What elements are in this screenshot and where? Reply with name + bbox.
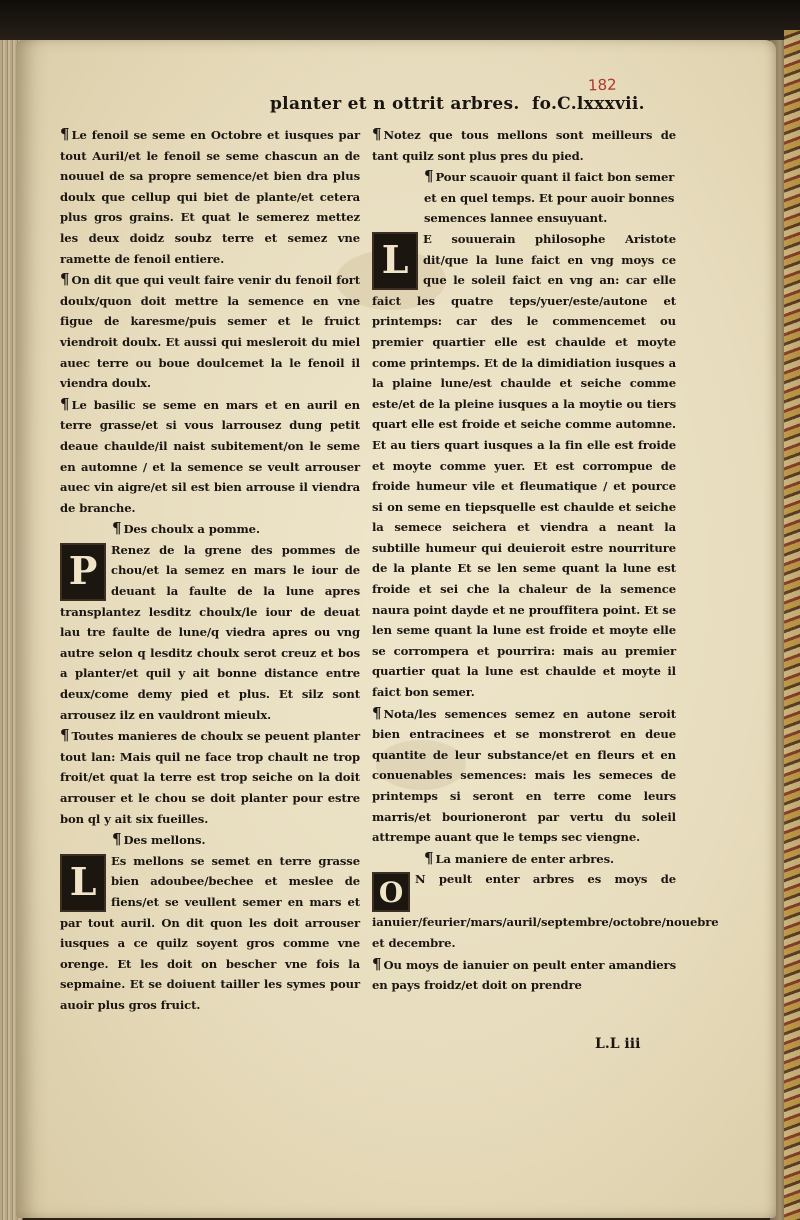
decorated-initial (372, 232, 418, 290)
paragraph-text: Toutes manieres de choulx se peuent planter tout lan: Mais quil ne face trop chault ne trop froit/et quat la terre est trop seiche on la doit arrouser et le chou se doit planter pour estre bon ql y ait six fueilles. (60, 729, 360, 826)
pilcrow-mark: ¶ (372, 954, 382, 973)
decorated-initial (372, 872, 410, 912)
section-heading (60, 829, 360, 851)
text-paragraph (60, 725, 360, 829)
paragraph-text: On dit que qui veult faire venir du fenoil fort doulx/quon doit mettre la semence en vne figue de karesme/puis semer et le fruict viendroit doulx. Et aussi qui mesleroit du miel auec terre ou boue doulcemet la le fenoil il viendra doulx. (60, 273, 360, 391)
running-head-folio: fo.C.lxxxvii. (532, 94, 645, 114)
left-text-column (60, 124, 360, 1016)
text-paragraph (372, 954, 676, 996)
text-paragraph (372, 124, 676, 166)
text-paragraph (60, 540, 360, 725)
initial-letter: O (378, 876, 404, 910)
pilcrow-mark: ¶ (424, 167, 434, 186)
paragraph-text: Des choulx a pomme. (123, 522, 260, 537)
text-paragraph (60, 851, 360, 1016)
pilcrow-mark: ¶ (60, 270, 70, 289)
paragraph-text: E souuerain philosophe Aristote dit/que la lune faict en vng moys ce que le soleil faict en vng an: car elle faict les quatre teps/yuer/este/autone et printemps: car des le commencemet ou premier quartier elle est chaulde et moyte come printemps. Et de la dimidiation iusques a la plaine lune/est chaulde et seiche comme este/et de la pleine iusques a la moytie ou tiers quart elle est froide et seiche comme automne. Et au tiers quart iusques a la fin elle est froide et moyte comme yuer. Et est corrompue de froide humeur vile et fleumatique / et pource si on seme en tiepsquelle est chaulde et seiche la semece seichera et viendra a neant la subtille humeur qui deuieroit estre nourriture de la plante Et se len seme quant la lune est froide et sei che la chaleur de la semence naura point dayde et ne prouffitera point. Et se len seme quant la lune est froide et moyte elle se corrompera et pourrira: mais au premier quartier quat la lune est chaulde et moyte il faict bon semer. (372, 231, 676, 700)
section-heading (372, 848, 676, 870)
right-text-column (372, 124, 719, 996)
section-heading (60, 518, 360, 540)
pilcrow-mark: ¶ (112, 830, 122, 849)
paragraph-text: Renez de la grene des pommes de chou/et la semez en mars le iour de deuant la faulte de la lune apres transplantez lesditz choulx/le iour de deuat lau tre faulte de lune/q viedra apres ou vng autre selon q lesditz choulx serot creuz et bos a planter/et quil y ait bonne distance entre deux/come demy pied et plus. Et silz sont arrousez ilz en vauldront mieulx. (60, 542, 360, 722)
pilcrow-mark: ¶ (112, 519, 122, 538)
paragraph-text: La maniere de enter arbres. (435, 851, 614, 866)
paragraph-text: Le basilic se seme en mars et en auril en terre grasse/et si vous larrousez dung petit deaue chaulde/il naist subitement/on le seme en automne / et la semence se veult arrouser auec vin aigre/et sil est bien arrouse il viendra de branche. (60, 397, 360, 515)
pilcrow-mark: ¶ (60, 394, 70, 413)
text-paragraph (372, 869, 719, 953)
text-paragraph (372, 166, 676, 229)
pilcrow-mark: ¶ (372, 125, 382, 143)
paragraph-text: Pour scauoir quant il faict bon semer et en quel temps. Et pour auoir bonnes semences lannee ensuyuant. (424, 170, 675, 226)
paragraph-text: Notez que tous mellons sont meilleurs de tant quilz sont plus pres du pied. (372, 128, 676, 163)
paragraph-text: Nota/les semences semez en autone seroit bien entracinees et se monstrerot en deue quantite de leur substance/et en fleurs et en conuenables semences: mais les semeces de printemps si seront en terre come leurs marris/et bourioneront par vertu du soleil attrempe auant que le temps sec viengne. (372, 706, 676, 845)
running-head-title: planter et n ottrit arbres. (270, 94, 520, 114)
running-head (270, 94, 670, 120)
initial-letter: L (69, 858, 97, 904)
initial-letter: L (381, 236, 409, 282)
paragraph-text: Le fenoil se seme en Octobre et iusques par tout Auril/et le fenoil se seme chascun an de nouuel de sa propre semence/et bien dra plus doulx que cellup qui biet de plante/et cetera plus gros grains. Et quat le semerez mettez les deux doidz soubz terre et semez vne ramette de fenoil entiere. (60, 128, 360, 266)
paragraph-text: Ou moys de ianuier on peult enter amandiers en pays froidz/et doit on prendre (372, 957, 676, 993)
text-paragraph (372, 229, 676, 703)
pilcrow-mark: ¶ (60, 125, 70, 143)
paragraph-text: Es mellons se semet en terre grasse bien adoubee/bechee et meslee de fiens/et se veullent semer en mars et par tout auril. On dit quon les doit arrouser iusques a ce quilz soyent gros comme vne orenge. Et les doit on bescher vne fois la sepmaine. Et se doiuent tailler les symes pour auoir plus gros fruict. (60, 853, 360, 1012)
text-paragraph (60, 269, 360, 394)
marbled-board-edge (784, 30, 800, 1220)
signature-mark: L.L iii (595, 1036, 641, 1052)
initial-letter: P (68, 547, 98, 593)
paragraph-text: Des mellons. (123, 833, 206, 848)
decorated-initial (60, 543, 106, 601)
paragraph-text: N peult enter arbres es moys de ianuier/feurier/mars/auril/septembre/octobre/nouebre et decembre. (372, 872, 719, 950)
text-paragraph (60, 394, 360, 519)
pilcrow-mark: ¶ (60, 726, 70, 745)
decorated-initial (60, 854, 106, 912)
manuscript-folio-number: 182 (587, 75, 617, 95)
text-paragraph (60, 124, 360, 269)
text-paragraph (372, 703, 676, 848)
pilcrow-mark: ¶ (424, 848, 434, 867)
pilcrow-mark: ¶ (372, 703, 382, 722)
